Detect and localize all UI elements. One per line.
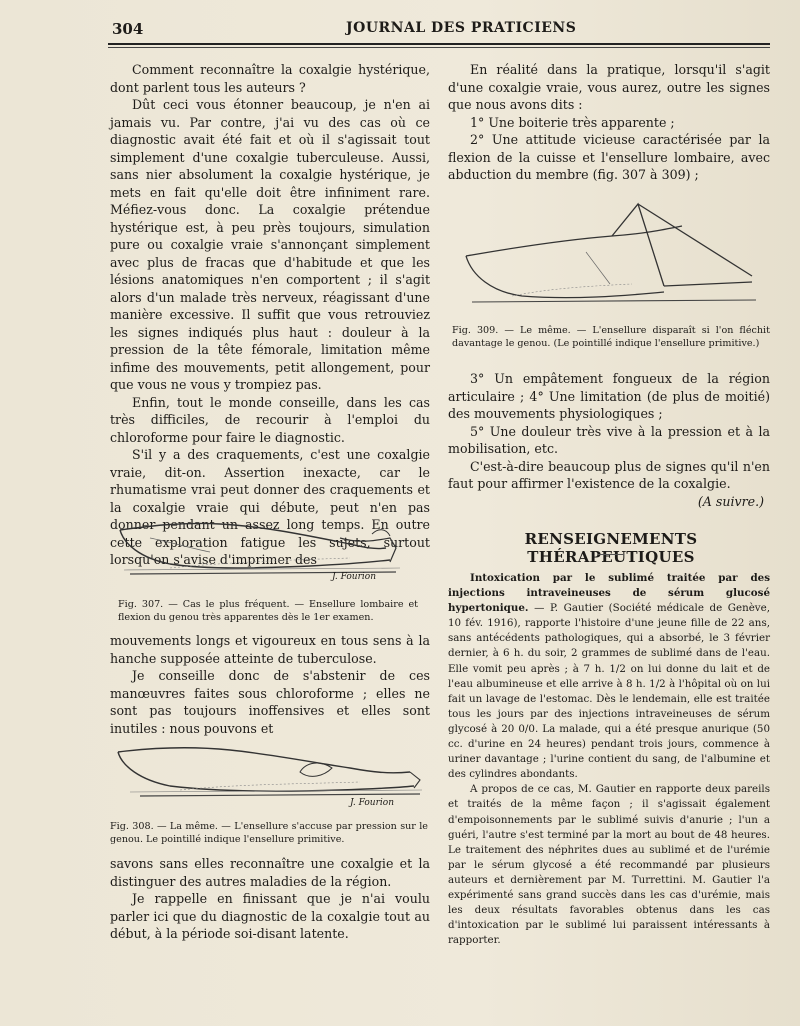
list-item: 1° Une boiterie très apparente ; [470, 114, 675, 130]
list-item: 5° Une douleur très vive à la pression et à la mobilisation, etc. [448, 423, 770, 456]
note-body: — P. Gautier (Société médicale de Genève, 10 fév. 1916), rapporte l'histoire d'une jeune fille de 22 ans, sans antécédents pathologiques, qui a absorbé, le 3 février dernier, à 6 h. du soir, 2 grammes de sublimé dans de l'eau. Elle vomit peu après ; à 7 h. 1/2 on lui donne du lait et de l'eau albumineuse et elle arrive à 8 h. 1/2 à l'hôpital où on lui fait un lavage de l'estomac. Dès le lendemain, elle est traitée tous les jours par des injections intraveineuses de sérum glycosé à 20 0/0. La malade, qui a été presque anurique (50 cc. d'urine en 24 heures) pendant trois jours, commence à uriner davantage ; l'urine contient du sang, de l'albumine et des cylindres abondants. [448, 602, 770, 781]
section-heading: RENSEIGNEMENTS THÉRAPEUTIQUES [524, 530, 698, 566]
therapeutic-notes [448, 571, 770, 948]
page-number: 304 [112, 20, 144, 38]
paragraph: Comment reconnaître la coxalgie hystérique, dont parlent tous les auteurs ? [110, 62, 430, 95]
figure-308 [110, 732, 430, 846]
header-rule [108, 43, 770, 45]
figure-308-signature: J. Fourion [350, 798, 394, 808]
page-header [108, 18, 768, 40]
left-column-bottom [110, 855, 430, 943]
header-rule-thin [108, 47, 770, 48]
figure-308-caption: Fig. 308. — La même. — L'ensellure s'accuse par pression sur le genou. Le pointillé indique l'ensellure primitive. [110, 821, 428, 845]
right-column-top [448, 61, 770, 184]
figure-309-illustration [452, 196, 770, 316]
figure-307 [110, 508, 430, 624]
list-item: 2° Une attitude vicieuse caractérisée par la flexion de la cuisse et l'ensellure lombaire, avec abduction du membre (fig. 307 à 309) ; [448, 132, 770, 182]
heading-divider [598, 554, 624, 555]
list-item: 3° Un empâtement fongueux de la région articulaire ; 4° Une limitation (de plus de moitié) des mouvements physiologiques ; [448, 371, 770, 421]
note-paragraph [448, 571, 770, 782]
note-title: Intoxication par le sublimé traitée par des injections intraveineuses de sérum glucosé hypertonique. [448, 572, 770, 615]
figure-307-illustration [110, 508, 430, 592]
paragraph: Dût ceci vous étonner beaucoup, je n'en ai jamais vu. Par contre, j'ai vu des cas où ce diagnostic avait été fait et où il s'agissait tout simplement d'une coxalgie tuberculeuse. Aussi, sans nier absolument la coxalgie hystérique, je mets en fait qu'elle doit être infiniment rare. Méfiez-vous donc. La coxalgie prétendue hystérique est, à peu près toujours, simulation pure ou coxalgie vraie s'annonçant simplement avec plus de fracas que d'habitude et que les lésions anatomiques n'en comportent ; il s'agit alors d'un malade très nerveux, réagissant d'une manière excessive. Il suffit que vous retrouviez les signes indiqués plus haut : douleur à la pression de la tête fémorale, limitation même infime des mouvements, petit allongement, pour que vous ne vous y trompiez pas. [110, 97, 430, 392]
left-column-top [110, 61, 430, 569]
paragraph: Je rappelle en finissant que je n'ai voulu parler ici que du diagnostic de la coxalgie tout au début, à la période soi-disant latente. [110, 891, 430, 941]
figure-307-caption: Fig. 307. — Cas le plus fréquent. — Ensellure lombaire et flexion du genou très apparentes dès le 1er examen. [118, 599, 418, 623]
paragraph: Je conseille donc de s'abstenir de ces manœuvres faites sous chloroforme ; elles ne sont pas toujours inoffensives et elles sont inutiles : nous pouvons et [110, 668, 430, 736]
paragraph: savons sans elles reconnaître une coxalgie et la distinguer des autres maladies de la région. [110, 856, 430, 889]
left-column-middle [110, 632, 430, 737]
right-column-middle [448, 370, 770, 510]
paragraph: Enfin, tout le monde conseille, dans les cas très difficiles, de recourir à l'emploi du chloroforme pour faire le diagnostic. [110, 394, 430, 445]
figure-307-signature: J. Fourion [332, 572, 376, 582]
paragraph: C'est-à-dire beaucoup plus de signes qu'il n'en faut pour affirmer l'existence de la coxalgie. [448, 458, 770, 491]
paragraph: S'il y a des craquements, c'est une coxalgie vraie, dit-on. Assertion inexacte, car le rhumatisme vrai peut donner des craquements et la coxalgie vraie qui débute, peut n'en pas donner pendant un assez long temps. En outre cette exploration fatigue les sujets, surtout lorsqu'on s'avise d'imprimer des [110, 447, 430, 567]
note-paragraph: A propos de ce cas, M. Gautier en rapporte deux pareils et traités de la même façon ; il s'agissait également d'empoisonnements par le sublimé suivis d'anurie ; l'un a guéri, l'autre s'est terminé par la mort au bout de 48 heures. Le traitement des néphrites dues au sublimé et de l'urémie par le sérum glycosé a été recommandé par plusieurs auteurs et dernièrement par M. Turrettini. M. Gautier l'a expérimenté sans grand succès dans les cas d'urémie, mais les deux résultats favorables obtenus dans les cas d'intoxication par le sublimé lui paraissent intéressants à rapporter. [448, 783, 770, 947]
paragraph: mouvements longs et vigoureux en tous sens à la hanche supposée atteinte de tuberculose. [110, 633, 430, 666]
to-be-continued: (A suivre.) [697, 493, 764, 509]
figure-309-caption: Fig. 309. — Le même. — L'ensellure disparaît si l'on fléchit davantage le genou. (Le pointillé indique l'ensellure primitive.) [452, 325, 770, 349]
figure-309 [452, 196, 770, 350]
paragraph: En réalité dans la pratique, lorsqu'il s'agit d'une coxalgie vraie, vous aurez, outre les signes que nous avons dits : [448, 62, 770, 112]
journal-title: JOURNAL DES PRATICIENS [346, 20, 577, 36]
